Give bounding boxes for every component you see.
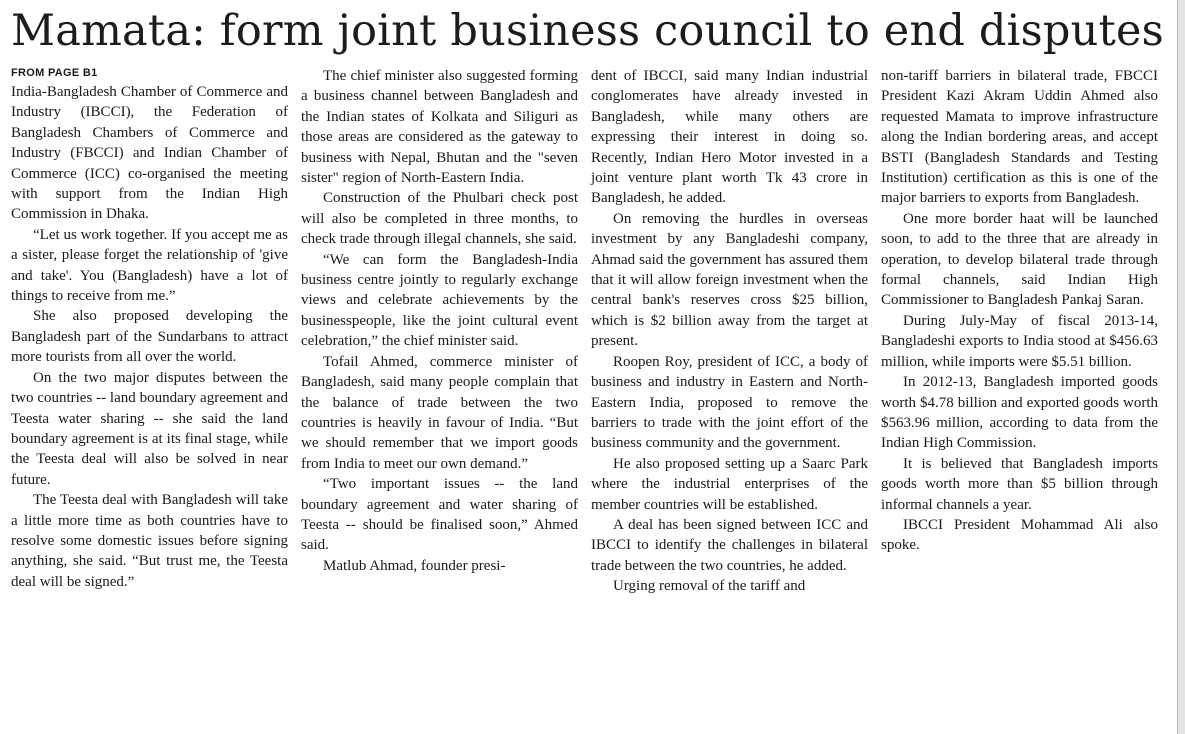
- article-column-1: [11, 66, 288, 597]
- paragraph: He also proposed setting up a Saarc Park where the industrial enterprises of the member countries will be established.: [591, 455, 868, 513]
- paragraph: One more border haat will be launched soon, to add to the three that are already in operation, to develop bilateral trade through formal channels, said Indian High Commissioner to Bangladesh Pankaj Saran.: [881, 210, 1158, 309]
- paragraph: “We can form the Bangladesh-India business centre jointly to regularly exchange views and celebrate achievements by the businesspeople, like the joint cultural event celebration,” the chief minister said.: [301, 251, 578, 350]
- headline: Mamata: form joint business council to end disputes: [11, 6, 1164, 56]
- paragraph: Matlub Ahmad, founder presi-: [323, 557, 506, 574]
- paragraph: IBCCI President Mohammad Ali also spoke.: [881, 516, 1158, 554]
- paragraph: Construction of the Phulbari check post will also be completed in three months, to check trade through illegal channels, she said.: [301, 190, 578, 248]
- paragraph: On the two major disputes between the two countries -- land boundary agreement and Teesta water sharing -- she said the land boundary agreement is at its final stage, while the Teesta deal will also be solved in near future.: [11, 369, 288, 488]
- paragraph: She also proposed developing the Bangladesh part of the Sundarbans to attract more tourists from all over the world.: [11, 308, 288, 366]
- paragraph: “Let us work together. If you accept me as a sister, please forget the relationship of 'give and take'. You (Bangladesh) have a lot of things to receive from me.”: [11, 226, 288, 305]
- jump-label: FROM PAGE B1: [11, 67, 98, 79]
- paragraph: India-Bangladesh Chamber of Commerce and Industry (IBCCI), the Federation of Bangladesh Chambers of Commerce and Industry (FBCCI) and Indian Chamber of Commerce (ICC) co-organised the meeting with support from the Indian High Commission in Dhaka.: [11, 84, 288, 223]
- paragraph: “Two important issues -- the land boundary agreement and water sharing of Teesta -- should be finalised soon,” Ahmed said.: [301, 476, 578, 554]
- paragraph: The Teesta deal with Bangladesh will take a little more time as both countries have to resolve some domestic issues before signing anything, she said. “But trust me, the Teesta deal will be signed.”: [11, 492, 288, 590]
- paragraph: It is believed that Bangladesh imports goods worth more than $5 billion through informal channels a year.: [881, 455, 1158, 513]
- paragraph: A deal has been signed between ICC and IBCCI to identify the challenges in bilateral trade between the two countries, he added.: [591, 516, 868, 574]
- paragraph: In 2012-13, Bangladesh imported goods worth $4.78 billion and exported goods worth $563.96 million, according to data from the Indian High Commission.: [881, 374, 1158, 452]
- article-column-2: [301, 66, 578, 597]
- paragraph: The chief minister also suggested forming a business channel between Bangladesh and the Indian states of Kolkata and Siliguri as those areas are considered as the gateway to business with Nepal, Bhutan and the "seven sister" region of North-Eastern India.: [301, 68, 578, 187]
- paragraph: dent of IBCCI, said many Indian industrial conglomerates have already invested in Bangladesh, while many others are expressing their interest in doing so. Recently, Indian Hero Motor invested in a joint venture plant worth Tk 43 crore in Bangladesh, he added.: [591, 68, 868, 207]
- paragraph: During July-May of fiscal 2013-14, Bangladeshi exports to India stood at $456.63 million, while imports were $5.51 billion.: [881, 312, 1158, 370]
- paragraph: Roopen Roy, president of ICC, a body of business and industry in Eastern and North-Eastern India, proposed to remove the barriers to trade with the joint effort of the business community and the government.: [591, 353, 868, 452]
- article-column-3: [591, 66, 868, 597]
- page-edge-divider: [1177, 0, 1185, 734]
- paragraph: Tofail Ahmed, commerce minister of Bangladesh, said many people complain that the balance of trade between the two countries is heavily in favour of India. “But we should remember that we import goods from India to meet our own demand.”: [301, 353, 578, 472]
- article-column-4: [881, 66, 1158, 597]
- paragraph: Urging removal of the tariff and: [613, 578, 806, 595]
- paragraph: non-tariff barriers in bilateral trade, FBCCI President Kazi Akram Uddin Ahmed also requested Mamata to improve infrastructure along the Indian bordering areas, and accept BSTI (Bangladesh Standards and Testing Institution) certification as this is one of the major barriers to exports from Bangladesh.: [881, 68, 1158, 207]
- paragraph: On removing the hurdles in overseas investment by any Bangladeshi company, Ahmad said the government has assured them that it will allow foreign investment when the central bank's reserves cross $25 billion, which is $2 billion away from the target at present.: [591, 210, 868, 350]
- article-columns: [11, 66, 1169, 597]
